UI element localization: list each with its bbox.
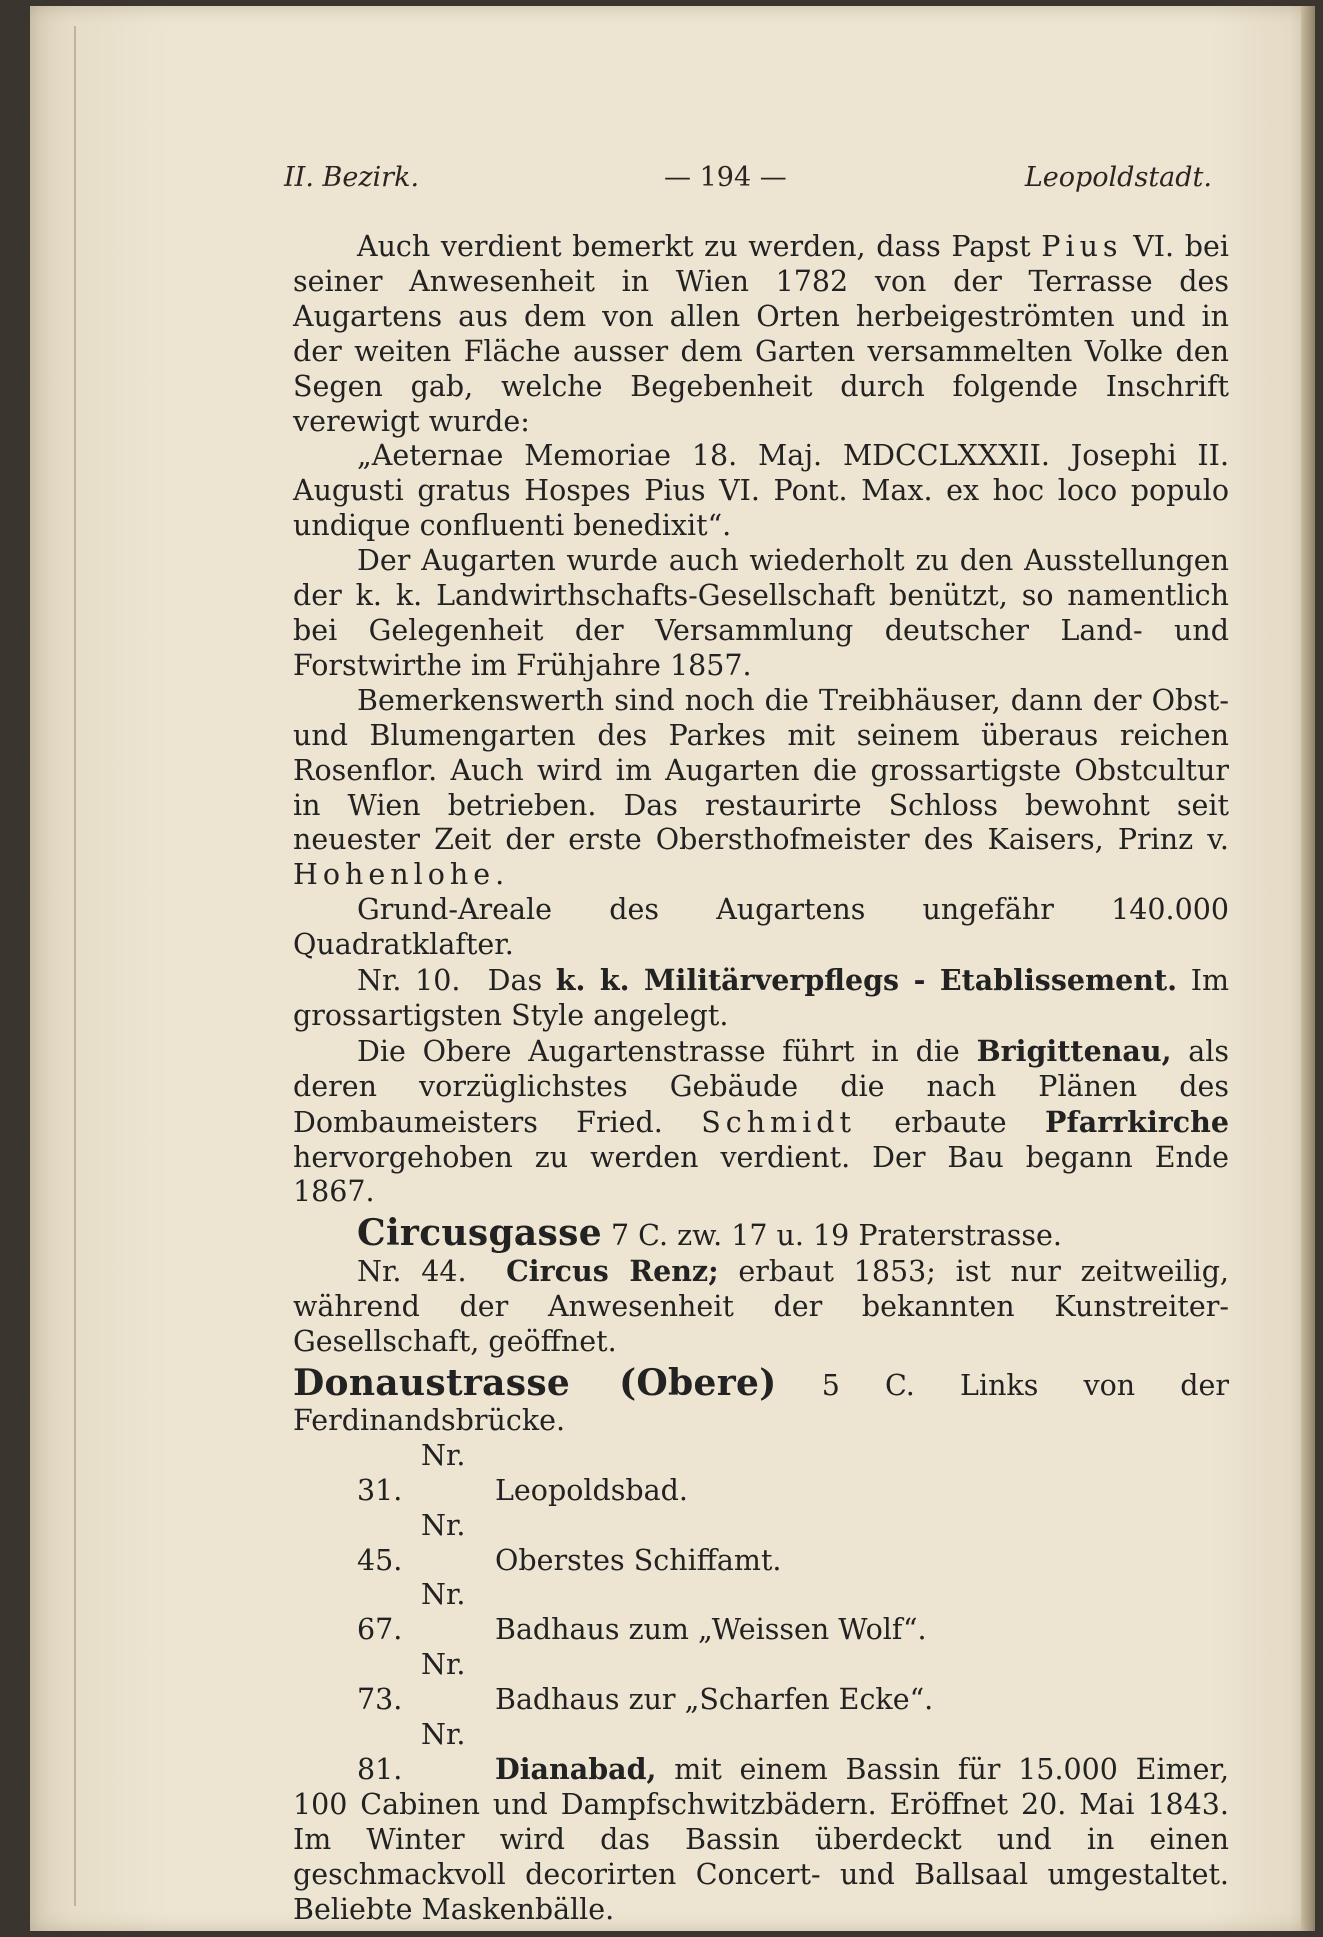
list-item [293, 1648, 1229, 1718]
page-number: — 194 — [664, 162, 787, 193]
bold-name: Dianabad, [495, 1751, 657, 1786]
entry-text: Leopoldsbad. [495, 1473, 688, 1507]
text-span: erbaute [894, 1105, 1007, 1139]
house-number: Nr. 31. [357, 1438, 466, 1507]
text-span: Auch verdient bemerkt zu werden, dass Papst [357, 230, 1031, 263]
street-location: 7 C. zw. 17 u. 19 Praterstrasse. [610, 1219, 1062, 1253]
paragraph-inscription: „Aeternae Memoriae 18. Maj. MDCCLXXXII. Josephi II. Augusti gratus Hospes Pius VI. Pont. Max. ex hoc loco populo undique confluenti benedixit“. [293, 439, 1229, 543]
text-span: als deren vorzüglichstes Gebäude die nach Plänen des Dombaumeisters Fried. [293, 1034, 1230, 1139]
text-span: Das [487, 964, 543, 998]
entry-text: Badhaus zum „Weissen Wolf“. [495, 1613, 927, 1647]
text-span: Im grossartigsten Style angelegt. [293, 964, 1230, 1032]
paragraph-exhibitions: Der Augarten wurde auch wiederholt zu den Ausstellungen der k. k. Landwirthschafts-Gesellschaft benützt, so namentlich bei Gelegenheit der Versammlung deutscher Land- und Forstwirthe im Frühjahre 1857. [293, 544, 1229, 682]
text-span: mit einem Bassin für 15.000 Eimer, 100 Cabinen und Dampfschwitzbädern. Eröffnet 20. Mai 1843. Im Winter wird das Bassin überdeckt und in einen geschmackvoll decorirten Concert- und Ballsaal umgestaltet. Beliebte Maskenbälle. [293, 1752, 1230, 1926]
list-item [293, 1439, 1229, 1509]
street-donaustrasse [293, 1362, 1229, 1439]
house-number: Nr. 67. [357, 1578, 466, 1647]
header-section: Leopoldstadt. [1024, 162, 1212, 193]
house-number: Nr. 45. [357, 1508, 466, 1577]
bold-name: k. k. Militärverpflegs - Etablissement. [555, 963, 1178, 998]
spaced-name: Schmidt [701, 1105, 856, 1139]
house-number: Nr. 44. [357, 1255, 467, 1289]
street-circusgasse [293, 1212, 1229, 1255]
text-span: VI. bei seiner Anwesenheit in Wien 1782 von der Terrasse des Augartens aus dem von allen Orten herbeigeströmten und in der weiten Fläche ausser dem Garten versammelten Volke den Segen gab, welche Begebenheit durch folgende Inschrift verewigt wurde: [293, 230, 1229, 438]
gutter-shadow [74, 26, 76, 1906]
paragraph-brigittenau [293, 1034, 1229, 1211]
bold-name: Brigittenau, [976, 1033, 1172, 1068]
bold-name: Circus Renz; [506, 1254, 719, 1289]
street-location: 5 C. Links von der Ferdinandsbrücke. [293, 1369, 1229, 1437]
paragraph-pope-visit [293, 230, 1229, 439]
page-edge [1301, 6, 1315, 1931]
street-heading: Donaustrasse (Obere) [293, 1362, 777, 1404]
house-number: Nr. 81. [357, 1718, 466, 1786]
paragraph-greenhouses [293, 684, 1229, 893]
text-span: Die Obere Augartenstrasse führt in die [357, 1034, 960, 1068]
entry-text: Oberstes Schiffamt. [495, 1543, 782, 1577]
paragraph-circus-renz [293, 1254, 1229, 1360]
paragraph-military [293, 963, 1229, 1034]
list-item [293, 1578, 1229, 1648]
paragraph-dianabad [293, 1718, 1229, 1927]
house-number: Nr. 73. [357, 1648, 466, 1717]
entry-text: Badhaus zur „Scharfen Ecke“. [495, 1683, 934, 1717]
running-header [284, 162, 1212, 202]
text-span: Bemerkenswerth sind noch die Treibhäuser, dann der Obst- und Blumengarten des Parkes mit seinem überaus reichen Rosenflor. Auch wird im Augarten die grossartigste Obstcultur in Wien betrieben. Das restaurirte Schloss bewohnt seit neuester Zeit der erste Obersthofmeister des Kaisers, Prinz v. [293, 683, 1229, 857]
spaced-name: Hohenlohe. [293, 858, 510, 892]
text-span: erbaut 1853; ist nur zeitweilig, während der Anwesenheit der bekannten Kunstreiter-Gesellschaft, geöffnet. [293, 1255, 1229, 1359]
street-heading: Circusgasse [357, 1212, 602, 1255]
text-span: hervorgehoben zu werden verdient. Der Bau begann Ende 1867. [293, 1140, 1229, 1209]
page-body [293, 230, 1229, 1928]
header-district: II. Bezirk. [284, 162, 420, 193]
paragraph-area: Grund-Areale des Augartens ungefähr 140.000 Quadratklafter. [293, 893, 1229, 962]
bold-name: Pfarrkirche [1045, 1104, 1230, 1139]
spaced-name: Pius [1041, 230, 1123, 263]
list-item [293, 1509, 1229, 1579]
house-number: Nr. 10. [357, 964, 461, 998]
